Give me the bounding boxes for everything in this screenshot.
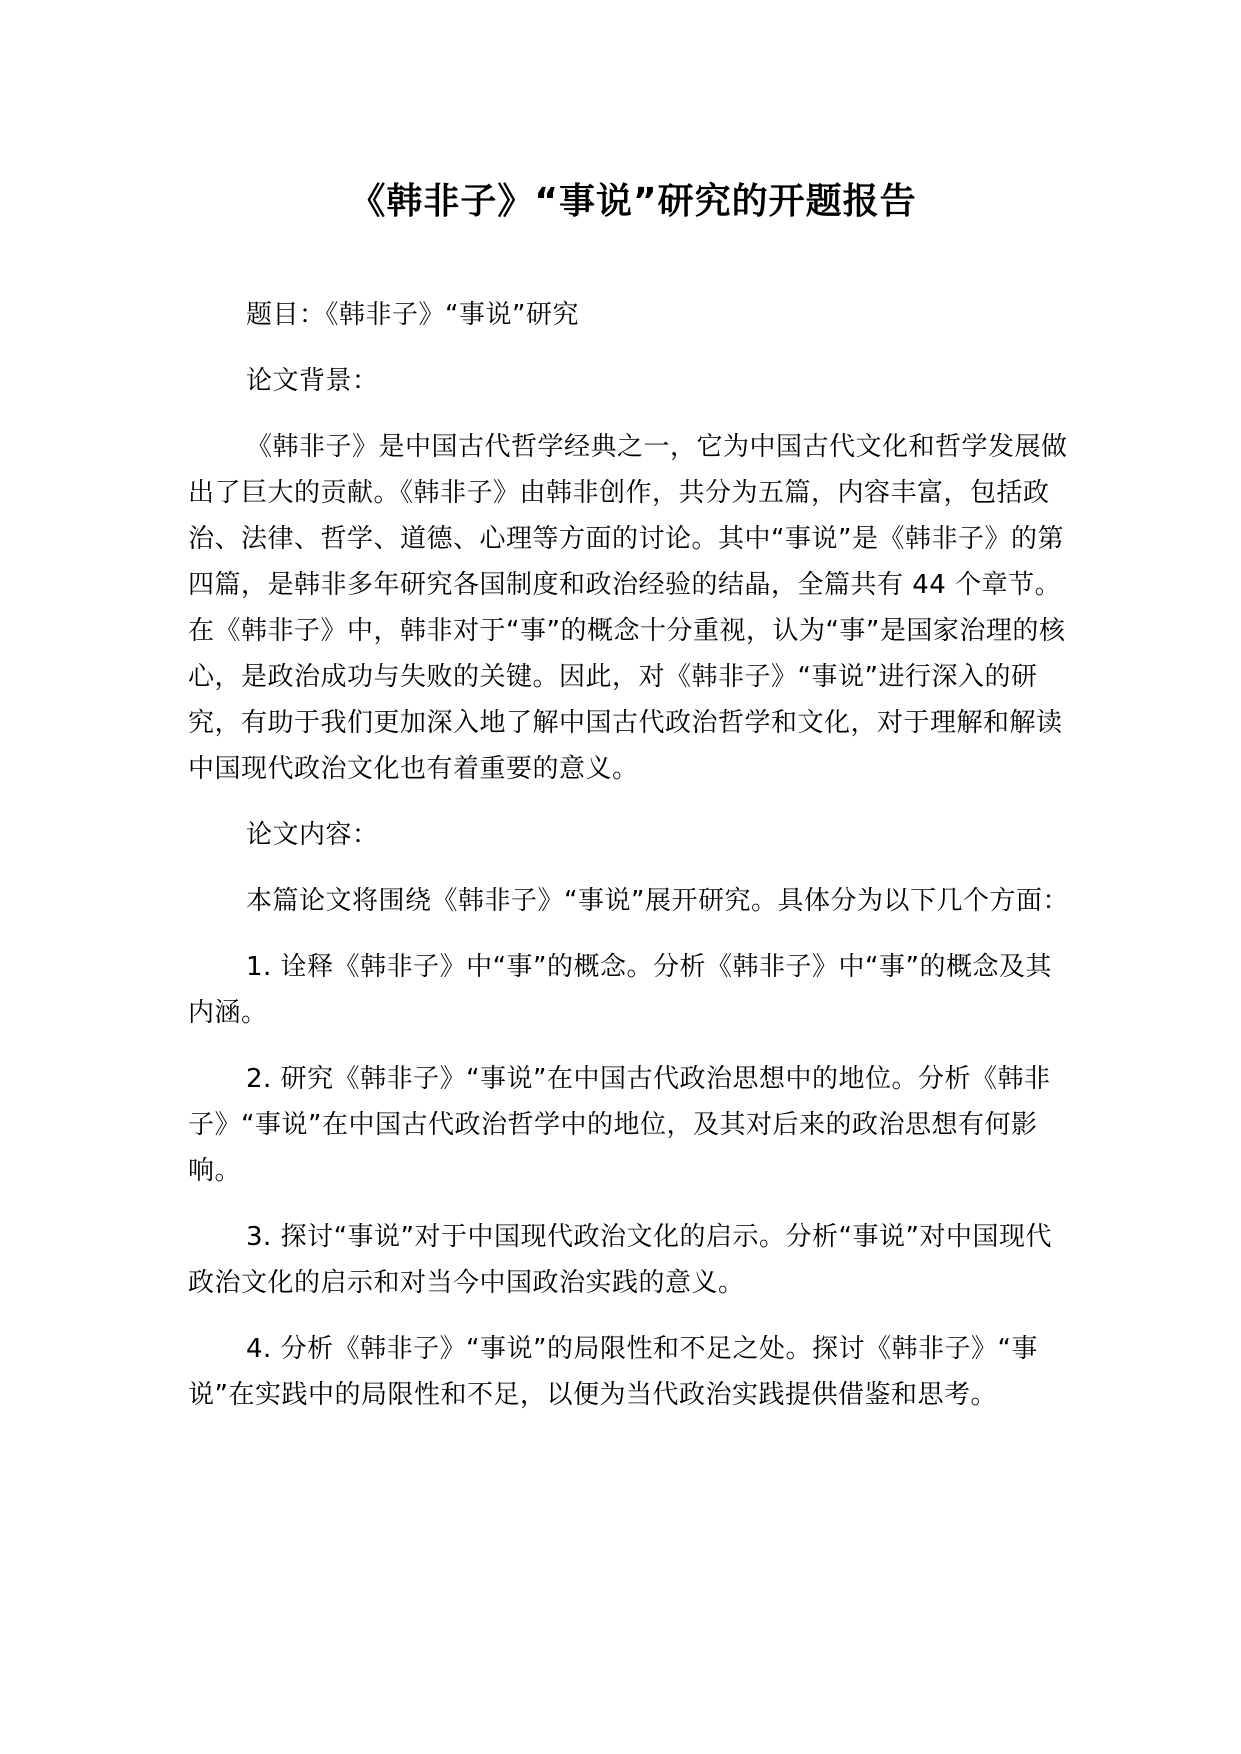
- document-page: [188, 0, 1078, 1754]
- background-heading: 论文背景：: [246, 366, 379, 396]
- content-intro-paragraph: 本篇论文将围绕《韩非子》“事说”展开研究。具体分为以下几个方面：: [246, 886, 1069, 916]
- topic-line: 题目：《韩非子》“事说”研究: [246, 300, 579, 330]
- content-item-1: 1. 诠释《韩非子》中“事”的概念。分析《韩非子》中“事”的概念及其内涵。: [188, 952, 1052, 1028]
- background-paragraph: 《韩非子》是中国古代哲学经典之一，它为中国古代文化和哲学发展做出了巨大的贡献。《韩非子》由韩非创作，共分为五篇，内容丰富，包括政治、法律、哲学、道德、心理等方面的讨论。其中“事说”是《韩非子》的第四篇，是韩非多年研究各国制度和政治经验的结晶，全篇共有 44 个章节。在《韩非子》中，韩非对于“事”的概念十分重视，认为“事”是国家治理的核心，是政治成功与失败的关键。因此，对《韩非子》“事说”进行深入的研究，有助于我们更加深入地了解中国古代政治哲学和文化，对于理解和解读中国现代政治文化也有着重要的意义。: [188, 432, 1068, 784]
- document-title: 《韩非子》“事说”研究的开题报告: [349, 181, 917, 222]
- content-heading: 论文内容：: [246, 820, 379, 850]
- document-body: [188, 292, 1078, 1438]
- content-item-3: 3. 探讨“事说”对于中国现代政治文化的启示。分析“事说”对中国现代政治文化的启示和对当今中国政治实践的意义。: [188, 1222, 1052, 1298]
- content-item-2: 2. 研究《韩非子》“事说”在中国古代政治思想中的地位。分析《韩非子》“事说”在中国古代政治哲学中的地位，及其对后来的政治思想有何影响。: [188, 1064, 1051, 1186]
- content-item-4: 4. 分析《韩非子》“事说”的局限性和不足之处。探讨《韩非子》“事说”在实践中的局限性和不足，以便为当代政治实践提供借鉴和思考。: [188, 1334, 1038, 1410]
